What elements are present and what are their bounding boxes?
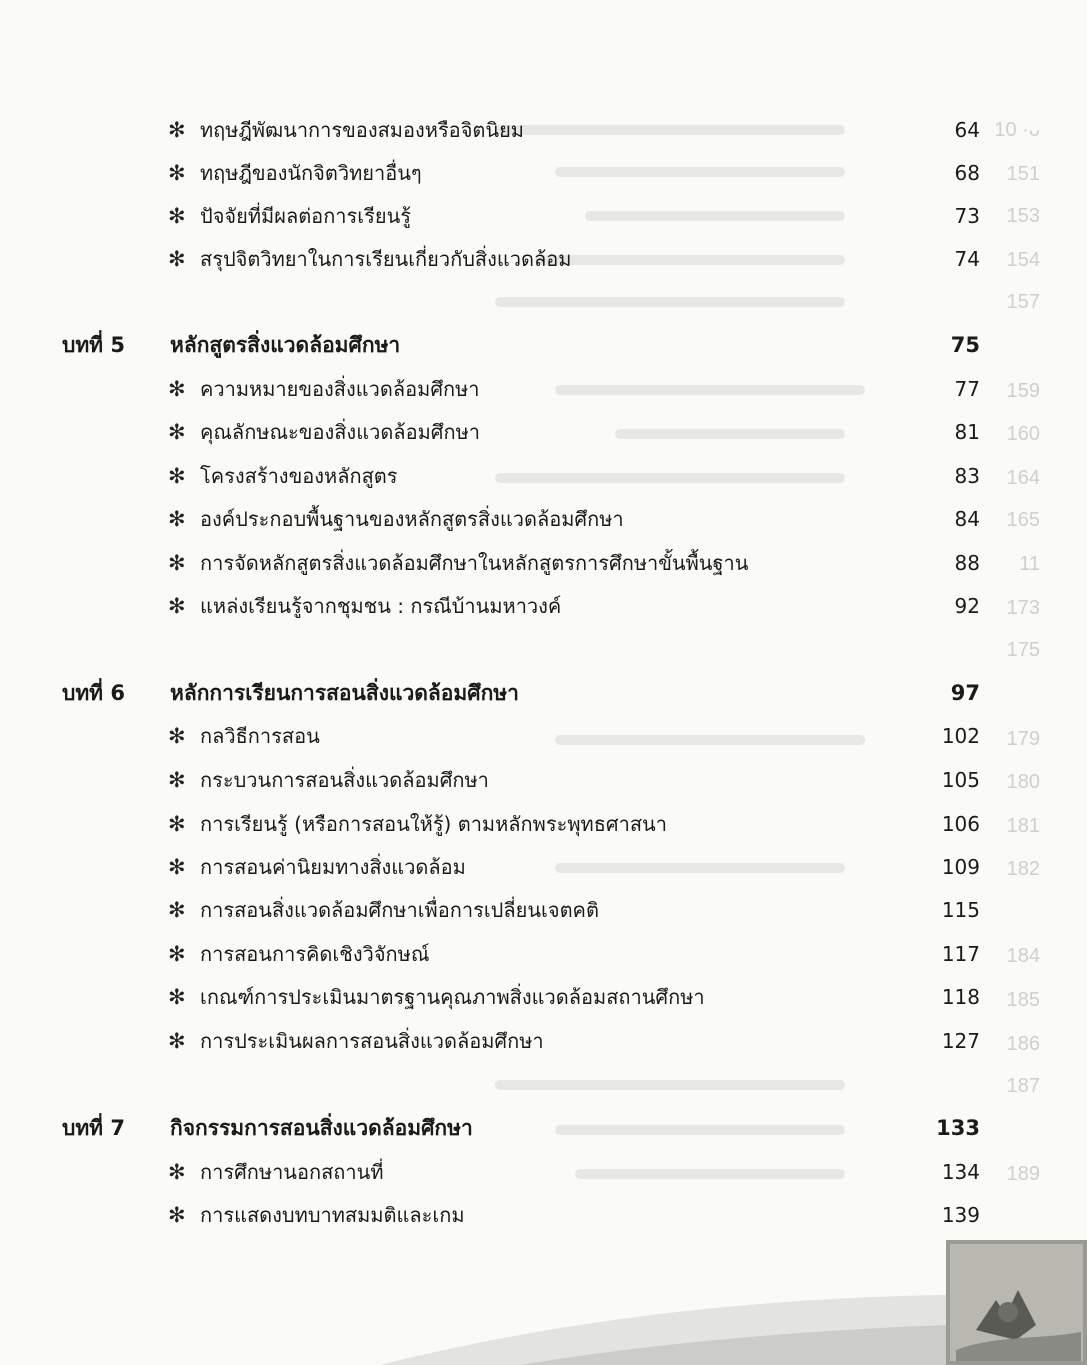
toc-item[interactable] <box>0 1023 1087 1059</box>
toc-item-page: 115 <box>941 898 980 922</box>
chapter-label: บทที่ 5 <box>62 333 125 357</box>
toc-item-title: ปัจจัยที่มีผลต่อการเรียนรู้ <box>200 204 411 228</box>
svg-text:185: 185 <box>1006 989 1040 1011</box>
toc-item-page: 64 <box>954 118 980 142</box>
toc-item-page: 83 <box>954 464 980 488</box>
asterisk-flower-icon: ✻ <box>168 204 186 228</box>
toc-item-title: องค์ประกอบพื้นฐานของหลักสูตรสิ่งแวดล้อมศึกษา <box>200 507 624 531</box>
toc-item-page: 109 <box>941 855 980 879</box>
asterisk-flower-icon: ✻ <box>168 855 186 879</box>
toc-item[interactable] <box>0 849 1087 885</box>
toc-item[interactable] <box>0 979 1087 1015</box>
toc-item-page: 118 <box>941 985 980 1009</box>
svg-text:160: 160 <box>1006 423 1040 445</box>
asterisk-flower-icon: ✻ <box>168 812 186 836</box>
asterisk-flower-icon: ✻ <box>168 724 186 748</box>
toc-item-title: การศึกษานอกสถานที่ <box>200 1160 384 1184</box>
chapter-label: บทที่ 7 <box>62 1116 125 1140</box>
asterisk-flower-icon: ✻ <box>168 118 186 142</box>
asterisk-flower-icon: ✻ <box>168 768 186 792</box>
toc-item-page: 92 <box>954 594 980 618</box>
chapter-label: บทที่ 6 <box>62 681 125 705</box>
chapter-heading[interactable] <box>0 1110 1087 1146</box>
toc-item-page: 84 <box>954 507 980 531</box>
toc-item[interactable] <box>0 112 1087 148</box>
toc-item-title: การแสดงบทบาทสมมติและเกม <box>200 1203 465 1227</box>
toc-item-title: กลวิธีการสอน <box>200 724 320 748</box>
toc-item-page: 68 <box>954 161 980 185</box>
toc-item[interactable] <box>0 892 1087 928</box>
toc-item[interactable] <box>0 588 1087 624</box>
toc-item[interactable] <box>0 806 1087 842</box>
toc-item[interactable] <box>0 545 1087 581</box>
toc-item-title: การสอนสิ่งแวดล้อมศึกษาเพื่อการเปลี่ยนเจตคติ <box>200 898 599 922</box>
toc-item[interactable] <box>0 458 1087 494</box>
svg-text:165: 165 <box>1006 509 1040 531</box>
toc-item-title: คุณลักษณะของสิ่งแวดล้อมศึกษา <box>200 420 480 444</box>
toc-item[interactable] <box>0 371 1087 407</box>
toc-item-page: 127 <box>941 1029 980 1053</box>
asterisk-flower-icon: ✻ <box>168 594 186 618</box>
toc-item[interactable] <box>0 1154 1087 1190</box>
toc-item[interactable] <box>0 241 1087 277</box>
asterisk-flower-icon: ✻ <box>168 942 186 966</box>
toc-item-title: ความหมายของสิ่งแวดล้อมศึกษา <box>200 377 480 401</box>
asterisk-flower-icon: ✻ <box>168 161 186 185</box>
toc-item-title: แหล่งเรียนรู้จากชุมชน : กรณีบ้านมหาวงค์ <box>200 594 562 618</box>
toc-item-page: 139 <box>941 1203 980 1227</box>
toc-item-page: 134 <box>941 1160 980 1184</box>
asterisk-flower-icon: ✻ <box>168 1029 186 1053</box>
asterisk-flower-icon: ✻ <box>168 377 186 401</box>
asterisk-flower-icon: ✻ <box>168 1160 186 1184</box>
asterisk-flower-icon: ✻ <box>168 420 186 444</box>
svg-text:189: 189 <box>1006 1163 1040 1185</box>
svg-text:187: 187 <box>1006 1075 1040 1097</box>
toc-item[interactable] <box>0 501 1087 537</box>
svg-text:186: 186 <box>1006 1033 1040 1055</box>
toc-item-title: การประเมินผลการสอนสิ่งแวดล้อมศึกษา <box>200 1029 544 1053</box>
toc-item-page: 102 <box>941 724 980 748</box>
toc-item-title: เกณฑ์การประเมินมาตรฐานคุณภาพสิ่งแวดล้อมสถานศึกษา <box>200 985 705 1009</box>
svg-text:153: 153 <box>1006 205 1040 227</box>
asterisk-flower-icon: ✻ <box>168 1203 186 1227</box>
toc-item-title: โครงสร้างของหลักสูตร <box>200 464 398 488</box>
chapter-heading[interactable] <box>0 675 1087 711</box>
toc-item-title: กระบวนการสอนสิ่งแวดล้อมศึกษา <box>200 768 489 792</box>
toc-item-page: 117 <box>941 942 980 966</box>
chapter-title: หลักสูตรสิ่งแวดล้อมศึกษา <box>170 333 401 357</box>
toc-item-page: 74 <box>954 247 980 271</box>
toc-item-title: การเรียนรู้ (หรือการสอนให้รู้) ตามหลักพระพุทธศาสนา <box>200 812 667 836</box>
toc-item-page: 77 <box>954 377 980 401</box>
toc-item-title: การจัดหลักสูตรสิ่งแวดล้อมศึกษาในหลักสูตรการศึกษาขั้นพื้นฐาน <box>200 551 749 575</box>
asterisk-flower-icon: ✻ <box>168 551 186 575</box>
toc-item-page: 106 <box>941 812 980 836</box>
svg-text:154: 154 <box>1006 249 1040 271</box>
toc-item[interactable] <box>0 414 1087 450</box>
chapter-page: 75 <box>950 333 980 357</box>
asterisk-flower-icon: ✻ <box>168 464 186 488</box>
asterisk-flower-icon: ✻ <box>168 898 186 922</box>
asterisk-flower-icon: ✻ <box>168 985 186 1009</box>
toc-item[interactable] <box>0 762 1087 798</box>
svg-text:159: 159 <box>1006 380 1040 402</box>
svg-text:173: 173 <box>1006 597 1040 619</box>
toc-item[interactable] <box>0 718 1087 754</box>
asterisk-flower-icon: ✻ <box>168 507 186 531</box>
svg-text:157: 157 <box>1006 291 1040 313</box>
toc-item[interactable] <box>0 1197 1087 1233</box>
chapter-title: หลักการเรียนการสอนสิ่งแวดล้อมศึกษา <box>170 681 519 705</box>
toc-item-page: 88 <box>954 551 980 575</box>
svg-text:10 ·ᴗ: 10 ·ᴗ <box>994 119 1040 141</box>
svg-text:181: 181 <box>1006 815 1040 837</box>
toc-item-page: 73 <box>954 204 980 228</box>
chapter-page: 97 <box>950 681 980 705</box>
toc-item[interactable] <box>0 155 1087 191</box>
toc-item-page: 81 <box>954 420 980 444</box>
svg-text:151: 151 <box>1006 163 1040 185</box>
svg-text:182: 182 <box>1006 858 1040 880</box>
corner-photo <box>946 1240 1087 1365</box>
toc-item-page: 105 <box>941 768 980 792</box>
svg-text:164: 164 <box>1006 467 1040 489</box>
chapter-heading[interactable] <box>0 327 1087 363</box>
toc-item[interactable] <box>0 198 1087 234</box>
chapter-title: กิจกรรมการสอนสิ่งแวดล้อมศึกษา <box>170 1116 473 1140</box>
asterisk-flower-icon: ✻ <box>168 247 186 271</box>
toc-item-title: ทฤษฎีของนักจิตวิทยาอื่นๆ <box>200 161 422 185</box>
svg-text:184: 184 <box>1006 945 1040 967</box>
svg-text:179: 179 <box>1006 728 1040 750</box>
toc-item-title: การสอนการคิดเชิงวิจักษณ์ <box>200 942 430 966</box>
svg-text:175: 175 <box>1006 639 1040 661</box>
svg-text:11: 11 <box>1019 553 1040 575</box>
toc-item-title: สรุปจิตวิทยาในการเรียนเกี่ยวกับสิ่งแวดล้อม <box>200 247 572 271</box>
chapter-page: 133 <box>936 1116 980 1140</box>
toc-item-title: ทฤษฎีพัฒนาการของสมองหรือจิตนิยม <box>200 118 524 142</box>
toc-item-title: การสอนค่านิยมทางสิ่งแวดล้อม <box>200 855 466 879</box>
svg-text:180: 180 <box>1006 771 1040 793</box>
toc-item[interactable] <box>0 936 1087 972</box>
